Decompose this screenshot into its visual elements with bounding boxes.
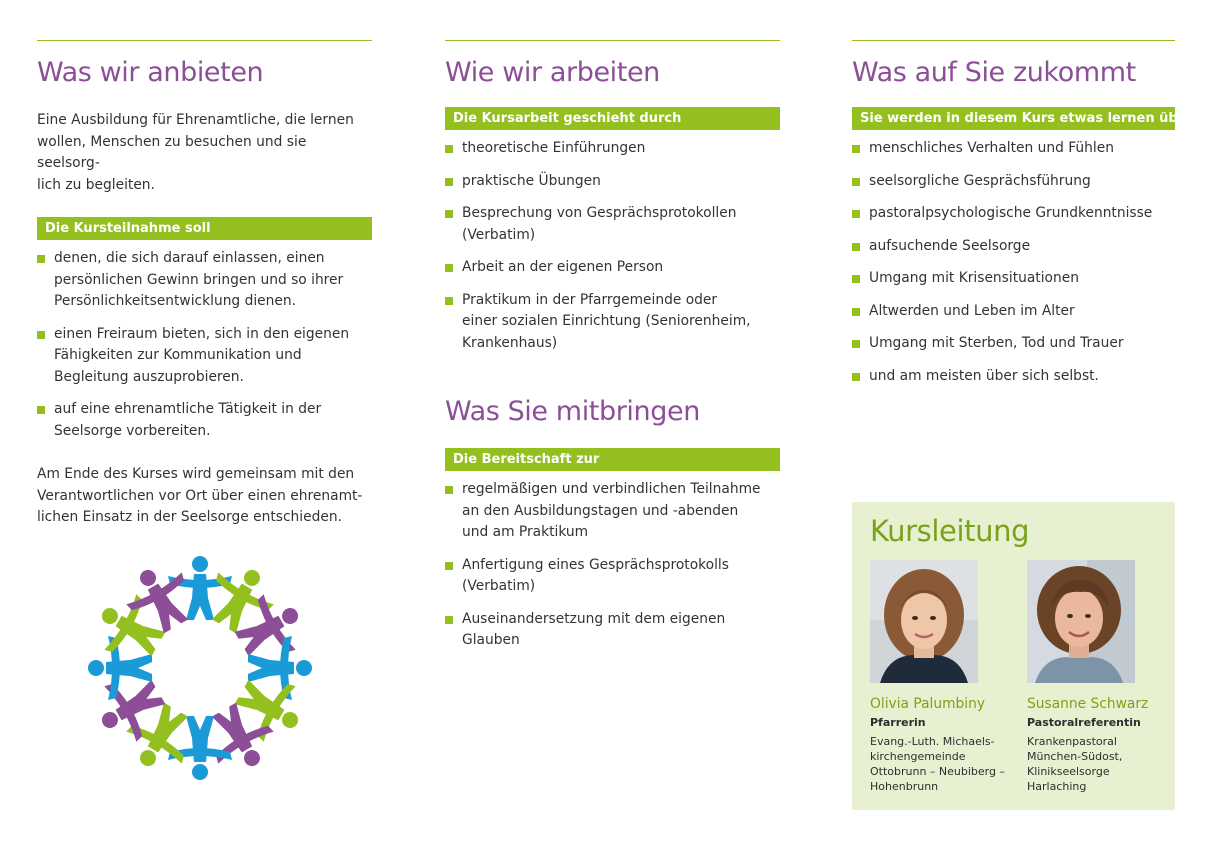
requirements-list <box>445 479 780 652</box>
person-affiliation: Krankenpastoral München-Südost, Klinikseelsorge Harlaching <box>1027 735 1123 793</box>
person-role: Pfarrerin <box>870 716 926 729</box>
divider <box>445 40 780 41</box>
participation-list <box>37 248 372 442</box>
list-item: einen Freiraum bieten, sich in den eigenen Fähigkeiten zur Kommunikation und Begleitung auszuprobieren. <box>37 324 372 389</box>
divider <box>852 40 1175 41</box>
divider <box>37 40 372 41</box>
list-item: Arbeit an der eigenen Person <box>445 257 780 279</box>
section-bar-coursework: Die Kursarbeit geschieht durch <box>445 107 780 130</box>
section-bar-learning: Sie werden in diesem Kurs etwas lernen über <box>852 107 1175 130</box>
list-item: und am meisten über sich selbst. <box>852 366 1175 388</box>
intro-line: lich zu begleiten. <box>37 176 155 193</box>
course-leadership-box <box>852 502 1175 810</box>
list-item: theoretische Einführungen <box>445 138 780 160</box>
heading-expectations: Was auf Sie zukommt <box>852 57 1136 88</box>
list-item: regelmäßigen und verbindlichen Teilnahme an den Ausbildungstagen und -abenden und am Praktikum <box>445 479 780 544</box>
heading-course-leadership: Kursleitung <box>870 514 1030 548</box>
section-bar-participation: Die Kursteilnahme soll <box>37 217 372 240</box>
list-item: denen, die sich darauf einlassen, einen persönlichen Gewinn bringen und so ihrer Persönlichkeitsentwicklung dienen. <box>37 248 372 313</box>
section-bar-willingness: Die Bereitschaft zur <box>445 448 780 471</box>
list-item: aufsuchende Seelsorge <box>852 236 1175 258</box>
portrait-susanne-schwarz <box>1027 560 1135 683</box>
learning-list <box>852 138 1175 387</box>
intro-text <box>37 110 372 196</box>
column-method <box>445 40 780 652</box>
intro-line: wollen, Menschen zu besuchen und sie seelsorg- <box>37 133 307 171</box>
heading-offer: Was wir anbieten <box>37 57 264 88</box>
person-role: Pastoralreferentin <box>1027 716 1141 729</box>
list-item: pastoralpsychologische Grundkenntnisse <box>852 203 1175 225</box>
list-item: Umgang mit Sterben, Tod und Trauer <box>852 333 1175 355</box>
person-name: Susanne Schwarz <box>1027 696 1149 712</box>
portrait-olivia-palumbiny <box>870 560 978 683</box>
coursework-list <box>445 138 780 354</box>
intro-line: Eine Ausbildung für Ehrenamtliche, die lernen <box>37 112 354 128</box>
person-name: Olivia Palumbiny <box>870 696 986 712</box>
person-affiliation: Evang.-Luth. Michaels- kirchengemeinde Ottobrunn – Neubiberg – Hohenbrunn <box>870 735 1005 793</box>
heading-method: Wie wir arbeiten <box>445 57 660 88</box>
list-item: Besprechung von Gesprächsprotokollen (Verbatim) <box>445 203 780 246</box>
list-item: Umgang mit Krisensituationen <box>852 268 1175 290</box>
list-item: auf eine ehrenamtliche Tätigkeit in der Seelsorge vorbereiten. <box>37 399 372 442</box>
list-item: seelsorgliche Gesprächsführung <box>852 171 1175 193</box>
list-item: praktische Übungen <box>445 171 780 193</box>
list-item: Auseinandersetzung mit dem eigenen Glauben <box>445 609 780 652</box>
list-item: Altwerden und Leben im Alter <box>852 301 1175 323</box>
column-expectations <box>852 40 1193 387</box>
column-offer <box>37 40 372 529</box>
heading-requirements: Was Sie mitbringen <box>445 396 700 427</box>
circle-of-people-logo <box>88 556 312 780</box>
list-item: Praktikum in der Pfarrgemeinde oder einer sozialen Einrichtung (Seniorenheim, Krankenhaus) <box>445 290 780 355</box>
outro-text: Am Ende des Kurses wird gemeinsam mit den Verantwortlichen vor Ort über einen ehrenamt- lichen Einsatz in der Seelsorge entschieden. <box>37 466 363 525</box>
list-item: menschliches Verhalten und Fühlen <box>852 138 1175 160</box>
list-item: Anfertigung eines Gesprächsprotokolls (Verbatim) <box>445 555 780 598</box>
